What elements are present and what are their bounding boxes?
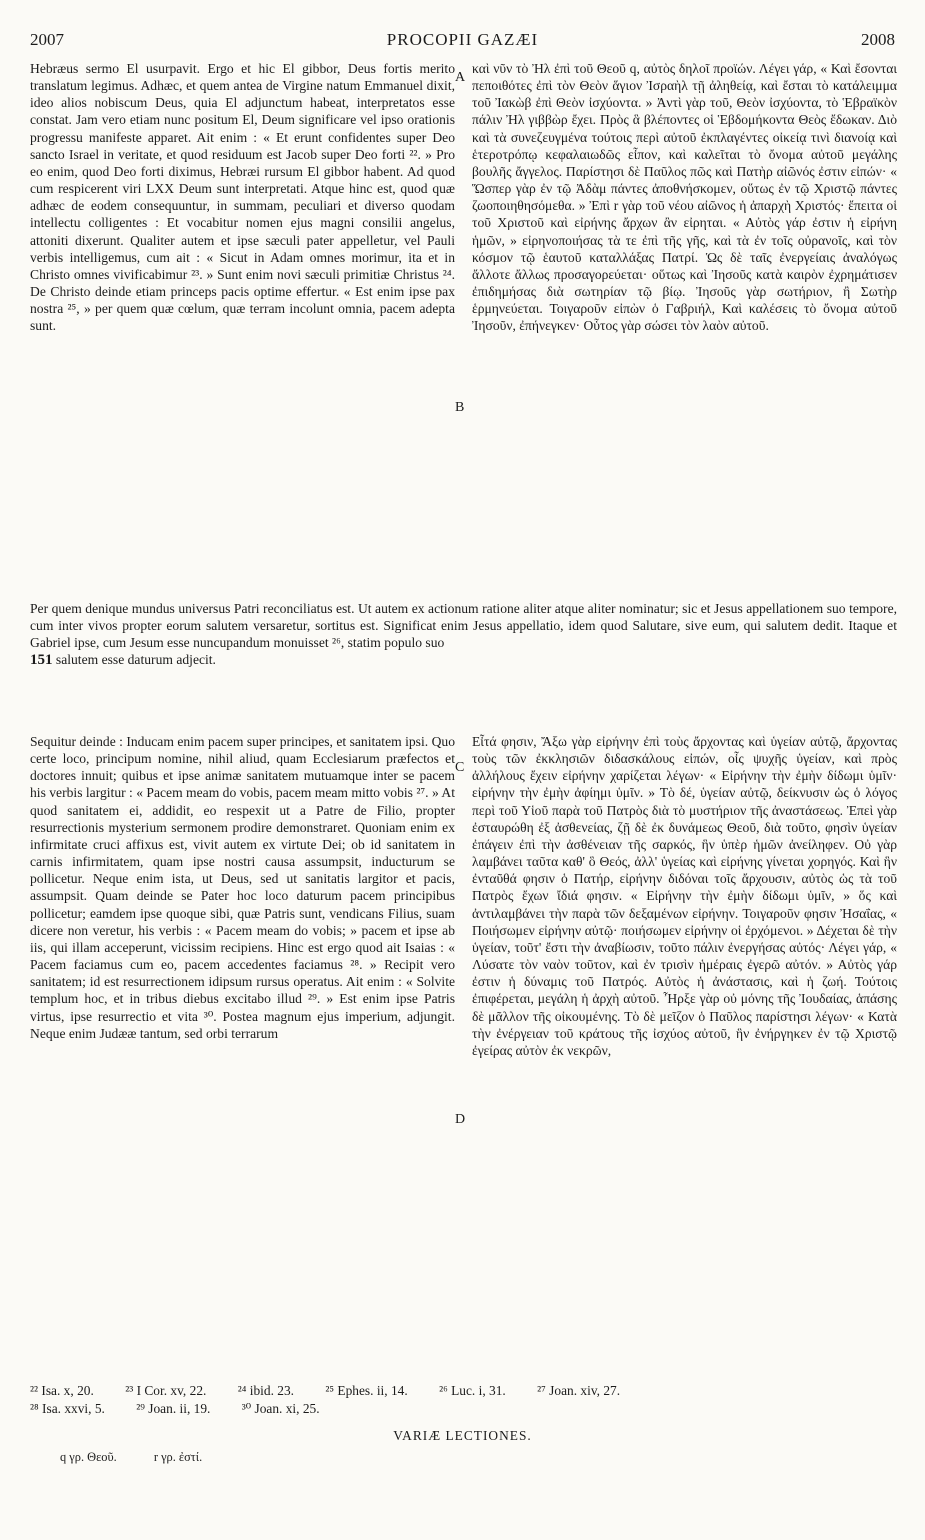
- footnote: ²⁵ Ephes. ii, 14.: [325, 1383, 408, 1398]
- variant-reading: r γρ. ἐστί.: [153, 1450, 203, 1464]
- footnote: ²³ I Cor. xv, 22.: [125, 1383, 207, 1398]
- footnote: ²⁸ Isa. xxvi, 5.: [30, 1401, 105, 1416]
- latin-paragraph: Sequitur deinde : Inducam enim pacem super principes, et sanitatem ipsi. Quo certe loco, principum nomine, nihil aliud, quam Ecclesiarum præfectos et doctores innuit; quibus et ipse animæ sanitatem mutuamque inter se pacem his verbis largitur : « Pacem meam do vobis, pacem meam mitto vobis ²⁷. » At quod sanitatem ei, addidit, eo respexit ut a Patre de Filio, propter resurrectionis mysterium sermonem prodire demonstraret. Quoniam enim ex infirmitate cruci affixus est, vivit autem ex virtute Dei; ob id sanitatem in carnis infirmitatem, quam ipse nostri causa assumpsit, inducturum se pollicetur. Neque enim ista, ut Deus, sed ut sanitatis largitor et pacis, assumpsit. Quam deinde se Pater hoc loco daturum pacem principibus pollicetur; eamdem ipse quoque sibi, quæ Patris sunt, vendicans Filius, suam dicere non veretur, his verbis : « Pacem meam do vobis; » pacem et ipse ab iis, qui illam acceperunt, vicissim recipiens. Hinc est ergo quod ait Isaias : « Pacem faciamus cum eo, pacem accedentes faciamus ²⁸. » Recipit vero sanitatem; id est resurrectionem idipsum rursus operatus. Ait enim : « Solvite templum hoc, et in tribus diebus excitabo illud ²⁹. » Est enim ipse Patris virtus, ipse resurrectio et vita ³⁰. Postea magnum ejus imperium, adjungit. Neque enim Judææ tantum, sed orbi terrarum: [30, 734, 455, 1041]
- page-marker: 151: [30, 652, 53, 669]
- greek-column-bottom: [472, 733, 897, 1373]
- variae-lectiones-title: VARIÆ LECTIONES.: [393, 1428, 532, 1443]
- latin-column-top: [30, 60, 455, 660]
- full-width-text-end: salutem esse daturum adjecit.: [55, 652, 216, 668]
- variant-reading: q γρ. Θεοῦ.: [60, 1450, 117, 1464]
- footnote-row: [30, 1400, 895, 1418]
- margin-marker-a: A: [455, 70, 466, 85]
- greek-column-top: [472, 60, 897, 660]
- variae-lectiones: [60, 1450, 236, 1465]
- latin-paragraph: Hebræus sermo El usurpavit. Ergo et hic El gibbor, Deus fortis merito translatum legimus. Adhæc, et quem antea de Virgine natum Emmanuel dixit, ideo alios nobiscum Deus, quia El adjunctum habeat, interpretatos esse constat. Jam vero etiam nunc positum El, Deum significare vel ipso orationis progressu manifeste apparet. Ait enim : « Et erunt confidentes super Deo sancto Israel in veritate, et quod residuum est Jacob super Deo forti ²². » Pro eo enim, quod Deo forti diximus, Hebræi rursum El gibbor habent. Ad quod cum respicerent viri LXX Deum sunt interpretati. Atque hinc est, quod quæ adhæc de eodem consequuntur, in summam, peculiari et diverso quodam intellectu colligentes : Et vocabitur nomen ejus magni consilii angelus, attoniti dixerunt. Qualiter autem et ipse sæculi pater appelletur, vel Pauli verbis intelligemus, cum ait : « Sicut in Adam omnes morimur, ita et in Christo omnes vivificabimur ²³. » Sunt enim novi sæculi primitiæ Christus ²⁴. De Christo deinde etiam princeps pacis optime effertur. « Est enim ipse pax nostra ²⁵, » per quem quæ cœlum, quæ terram incolunt omnia, pacem adepta sunt.: [30, 61, 455, 334]
- footnote: ²² Isa. x, 20.: [30, 1383, 94, 1398]
- full-width-text: Per quem denique mundus universus Patri reconciliatus est. Ut autem ex actionum ratione aliter atque aliter nominatur; sic et Jesus appellationem suo tempore, cum inter vivos propter eorum salutem versaretur, sortitus est. Significat enim Jesus appellatio, idem quod Salutare, sive eum, qui salutem dedit. Itaque et Gabriel ipse, cum Jesum esse nuncupandum monuisset ²⁶, statim populo suo: [30, 601, 897, 651]
- footnote: ²⁶ Luc. i, 31.: [439, 1383, 506, 1398]
- margin-marker-b: B: [455, 400, 465, 415]
- footnotes: [30, 1382, 895, 1418]
- page-header: [30, 30, 895, 56]
- footnote-row: [30, 1382, 895, 1400]
- margin-marker-d: D: [455, 1112, 466, 1127]
- page-number-right: 2008: [861, 30, 895, 49]
- footnote: ²⁹ Joan. ii, 19.: [136, 1401, 211, 1416]
- footnote: ²⁷ Joan. xiv, 27.: [537, 1383, 621, 1398]
- footnote: ³⁰ Joan. xi, 25.: [241, 1401, 320, 1416]
- full-width-paragraph: [30, 600, 897, 720]
- running-title: PROCOPII GAZÆI: [386, 30, 539, 49]
- greek-paragraph: Εἶτά φησιν, Ἄξω γὰρ εἰρήνην ἐπὶ τοὺς ἄρχοντας καὶ ὑγείαν αὐτῷ, ἄρχοντας τοὺς τῶν ἐκκλησιῶν διδασκάλους εἰπών, οἷς ψυχῆς ὑγείαν, καὶ πρὸς ἀλλήλους ἔχειν εἰρήνην χαρίζεται λέγων· « Εἰρήνην τὴν ἐμὴν δίδωμι ὑμῖν· εἰρήνην τὴν ἐμὴν ἀφίημι ὑμῖν. » Τὸ δέ, ὑγείαν αὐτῷ, δείκνυσιν ὡς ὁ λόγος περὶ τοῦ Υἱοῦ παρὰ τοῦ Πατρὸς διὰ τὸ μυστήριον τῆς ἀναστάσεως. Ἐπεὶ γὰρ ἐσταυρώθη ἐξ ἀσθενείας, ζῇ δὲ ἐκ δυνάμεως Θεοῦ, διὰ τοῦτο, φησὶν ὑγείαν ἐπάγειν ἐπὶ τὴν ἀσθένειαν τῆς σαρκός, ἣν ὑπὲρ ἡμῶν ἀνείληφεν. Οὐ γὰρ λαμβάνει ταῦτα καθ' ὃ Θεός, ἀλλ' ὑγείας καὶ εἰρήνης γίνεται χορηγός. Καὶ ἣν ἐνταῦθά φησιν ὁ Πατήρ, εἰρήνην διδόναι τοῖς ἄρχουσιν, αὐτὸς ὡς τὰ τοῦ Πατρὸς ἔχων ἴδιά φησιν. « Εἰρήνην τὴν ἐμὴν δίδωμι ὑμῖν, » ὅς καὶ ἀντιλαμβάνει τὴν παρὰ τῶν δεξαμένων εἰρήνην. Τοιγαροῦν φησιν Ἠσαΐας, « Ποιήσωμεν εἰρήνην αὐτῷ· ποιήσωμεν εἰρήνην οἱ ἐρχόμενοι. » Δέχεται δὲ τὴν ὑγείαν, τοῦτ' ἔστι τὴν ἀναβίωσιν, τοῦτο πάλιν ἐνεργήσας αὐτός· Λέγει γάρ, « Λύσατε τὸν ναὸν τοῦτον, καὶ ἐν τρισὶν ἡμέραις ἐγερῶ αὐτόν. » Αὐτὸς γάρ ἐστιν ἡ δύναμις τοῦ Πατρός. Αὐτὸς ἡ ἀνάστασις, καὶ ἡ ζωή. Τούτοις ἐπιφέρεται, μεγάλη ἡ ἀρχὴ αὐτοῦ. Ἦρξε γὰρ οὐ μόνης τῆς Ἰουδαίας, ἁπάσης δὲ μᾶλλον τῆς οἰκουμένης. Τὸ δὲ μεῖζον ὁ Παῦλος παρίστησι λέγων· « Κατὰ τὴν ἐνέργειαν τοῦ κράτους τῆς ἰσχύος αὐτοῦ, ἣν ἐνήργηκεν ἐν τῷ Χριστῷ ἐγείρας αὐτὸν ἐκ νεκρῶν,: [472, 734, 897, 1058]
- page-number-left: 2007: [30, 30, 64, 49]
- greek-paragraph: καὶ νῦν τὸ Ἠλ ἐπὶ τοῦ Θεοῦ q, αὐτὸς δηλοῖ προϊών. Λέγει γάρ, « Καὶ ἔσονται πεποιθότες ἐπὶ τὸν Θεὸν ἅγιον Ἰσραὴλ τῇ ἀληθείᾳ, καὶ ἔσται τὸ κατάλειμμα τοῦ Ἰακὼβ ἐπὶ Θεὸν ἰσχύοντα. » Ἀντὶ γὰρ τοῦ, Θεὸν ἰσχύοντα, τὸ Ἑβραϊκὸν πάλιν Ἠλ γιββὼρ ἔχει. Πρὸς ἃ βλέποντες οἱ Ἑβδομήκοντα Θεὸς ἔδωκαν. Διὸ καὶ τὰ συνεζευγμένα τούτοις περὶ αὐτοῦ ἐκπλαγέντες οἰκείᾳ τινὶ διανοίᾳ καὶ ἑτεροτρόπῳ κεφαλαιωδῶς εἶπον, καὶ καλεῖται τὸ ὄνομα αὐτοῦ μεγάλης βουλῆς ἄγγελος. Παρίστησι δὲ Παῦλος πῶς καὶ Πατὴρ αἰῶνός ἐστιν εἰπών· « Ὥσπερ γὰρ ἐν τῷ Ἀδὰμ πάντες ἀποθνήσκομεν, οὕτως ἐν τῷ Χριστῷ πάντες ζωοποιηθησόμεθα. » Ἐπὶ r γὰρ τοῦ νέου αἰῶνος ἡ ἀπαρχὴ Χριστός· ἔπειτα οἱ τοῦ Χριστοῦ καὶ εἰρήνης ἄρχων ἂν εἰρηται. « Αὐτὸς γάρ ἐστιν ἡ εἰρήνη ἡμῶν, » εἰρηνοποιήσας τὰ τε ἐπὶ τῆς γῆς, καὶ τὰ ἐν τοῖς οὐρανοῖς, καὶ τὸν κόσμον τῷ ἑαυτοῦ καταλλάξας Πατρί. Ὡς δὲ ταῖς ἐνεργείαις ἀναλόγως ἄλλοτε ἄλλως προσαγορεύεται· οὕτως καὶ Ἰησοῦς κατὰ καιρὸν ἐχρημάτισεν ἐπιδημήσας διὰ σωτηρίαν τῷ βίῳ. Ἰησοῦς γὰρ σωτήριον, ἢ Σωτὴρ ἑρμηνεύεται. Τοιγαροῦν εἰπὼν ὁ Γαβριήλ, Καὶ καλέσεις τὸ ὄνομα αὐτοῦ Ἰησοῦν, ἐπήνεγκεν· Οὗτος γὰρ σώσει τὸν λαὸν αὐτοῦ.: [472, 61, 897, 334]
- latin-column-bottom: [30, 733, 455, 1373]
- margin-marker-c: C: [455, 760, 465, 775]
- footnote: ²⁴ ibid. 23.: [237, 1383, 295, 1398]
